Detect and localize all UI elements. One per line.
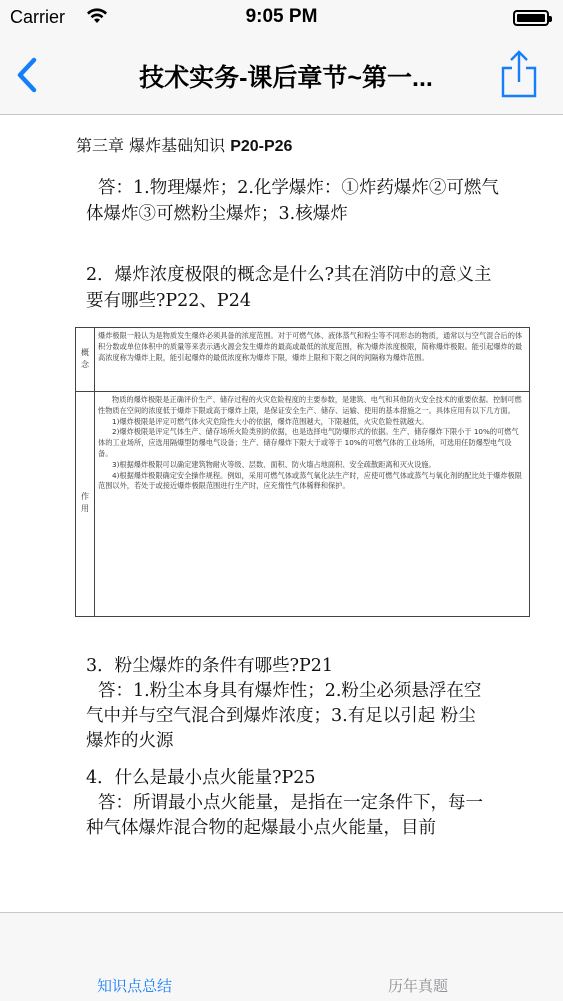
answer-1 — [86, 175, 536, 227]
answer-1-line-2: 体爆炸③可燃粉尘爆炸；3.核爆炸 — [86, 204, 348, 224]
explanation-table-image — [75, 327, 530, 617]
answer-3-line-1: 答：1.粉尘本身具有爆炸性；2.粉尘必须悬浮在空 — [98, 681, 482, 701]
answer-3-line-3: 爆炸的火源 — [86, 731, 174, 751]
answer-4-line-1: 答：所谓最小点火能量，是指在一定条件下，每一 — [98, 793, 483, 813]
table-text-usage — [98, 395, 523, 492]
question-4-line-1: 4．什么是最小点火能量?P25 — [86, 768, 316, 788]
chevron-left-icon — [8, 54, 48, 96]
question-3 — [86, 654, 536, 754]
question-4 — [86, 766, 536, 841]
share-button[interactable] — [499, 48, 539, 100]
table-label-concept: 概念 — [76, 328, 95, 391]
question-2-line-2: 要有哪些?P22、P24 — [86, 291, 251, 311]
table-row-usage — [76, 392, 529, 616]
navigation-bar — [0, 36, 563, 115]
table-row-concept — [76, 328, 529, 392]
table-text-concept: 爆炸极限一般认为是物质发生爆炸必须具备的浓度范围。对于可燃气体、液体蒸气和粉尘等不同形态的物质，通常以与空气混合后的体积分数或单位体积中的质量等来表示遇火源会发生爆炸的最高或最低的浓度范围，称为爆炸浓度极限，简称爆炸极限。能引起爆炸的最高浓度称为爆炸上限，能引起爆炸的最低浓度称为爆炸下限，爆炸上限和下限之间的间隔称为爆炸范围。 — [98, 331, 523, 362]
page-title: 技术实务-课后章节~第一... — [139, 64, 433, 92]
tab-knowledge-summary[interactable]: 知识点总结 — [97, 977, 173, 995]
document-view[interactable] — [0, 115, 563, 912]
table-usage-para-2: 1)爆炸极限是评定可燃气体火灾危险性大小的依据，爆炸范围越大，下限越低，火灾危险性就越大。 — [112, 416, 429, 426]
question-2-line-1: 2．爆炸浓度极限的概念是什么?其在消防中的意义主 — [86, 265, 492, 285]
battery-icon — [513, 10, 549, 26]
chapter-title-pages: P20-P26 — [230, 138, 293, 155]
answer-4-line-2: 种气体爆炸混合物的起爆最小点火能量，目前 — [86, 818, 436, 838]
status-bar — [0, 0, 563, 36]
table-usage-para-4: 3)根据爆炸极限可以确定建筑物耐火等级、层数、面积、防火墙占地面积、安全疏散距离和灭火设施。 — [112, 459, 436, 469]
question-2 — [86, 262, 536, 314]
table-usage-para-1: 物质的爆炸极限是正确评价生产、储存过程的火灾危险程度的主要参数，是建筑、电气和其他防火安全技术的重要依据。控制可燃性物质在空间的浓度低于爆炸下限或高于爆炸上限，是保证安全生产、储存、运输、使用的基本措施之一。具体应用有以下几方面。 — [98, 395, 522, 415]
chapter-title-text: 第三章 爆炸基础知识 — [76, 136, 231, 155]
answer-3-line-2: 气中并与空气混合到爆炸浓度；3.有足以引起 粉尘 — [86, 706, 476, 726]
chapter-title — [76, 133, 292, 156]
table-label-usage: 作用 — [76, 392, 95, 616]
tab-past-exams[interactable]: 历年真题 — [388, 977, 449, 995]
back-button[interactable] — [8, 54, 48, 96]
answer-1-line-1: 答：1.物理爆炸；2.化学爆炸：①炸药爆炸②可燃气 — [98, 178, 499, 198]
tab-bar — [0, 912, 563, 1001]
carrier-label: Carrier — [10, 7, 66, 27]
share-icon — [499, 48, 539, 100]
question-3-line-1: 3．粉尘爆炸的条件有哪些?P21 — [86, 656, 334, 676]
table-usage-para-3: 2)爆炸极限是评定气体生产、储存场所火险类别的依据，也是选择电气防爆形式的依据。生产、储存爆炸下限小于 10%的可燃气体的工业场所，应选用隔爆型防爆电气设备；生产、储存爆炸下限大于或等于 10%的可燃气体的工业场所，可选用任防爆型电气设备。 — [98, 427, 519, 458]
clock-time: 9:05 PM — [245, 6, 318, 27]
table-usage-para-5: 4)根据爆炸极限确定安全操作规程。例如，采用可燃气体或蒸气氧化法生产时，应使可燃气体或蒸气与氧化剂的配比处于爆炸极限范围以外，若处于或接近爆炸极限范围进行生产时，应充惰性气体稀释和保护。 — [98, 470, 522, 491]
